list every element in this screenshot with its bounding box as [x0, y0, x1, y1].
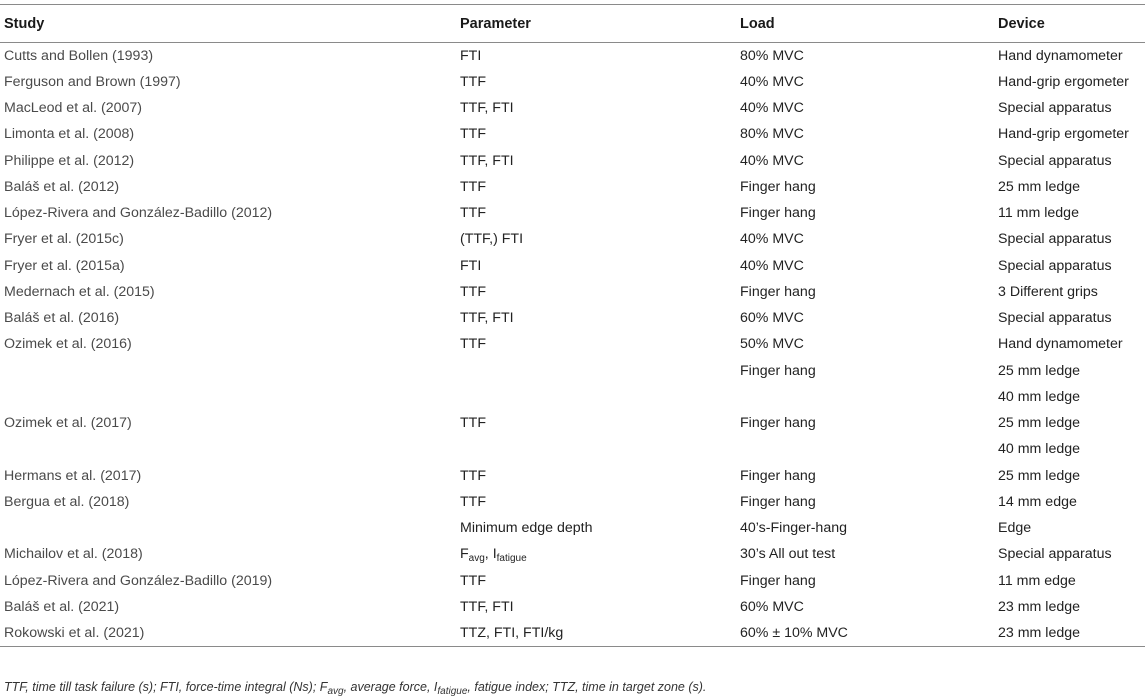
footnote-part2: , average force — [343, 680, 427, 694]
cell-parameter — [460, 436, 740, 462]
cell-device: 40 mm ledge — [998, 388, 1081, 405]
cell-device: Hand dynamometer — [998, 47, 1123, 64]
cell-parameter: TTZ, FTI, FTI/kg — [460, 620, 740, 646]
cell-load: 50% MVC — [740, 336, 804, 353]
cell-load: 30’s All out test — [740, 546, 836, 563]
param-i-sub: fatigue — [496, 553, 527, 565]
cell-parameter: TTF, FTI — [460, 598, 514, 615]
cell-load: Finger hang — [740, 467, 816, 484]
cell-study: Ozimek et al. (2016) — [4, 336, 132, 353]
cell-study: Limonta et al. (2008) — [4, 126, 135, 143]
table-row — [0, 410, 1145, 436]
table-body — [0, 43, 1145, 647]
table-row — [0, 384, 1145, 410]
cell-parameter: TTF — [460, 336, 486, 353]
cell-parameter — [460, 358, 740, 384]
footnote-part1: TTF, time till task failure (s); FTI, force-time integral (Ns); F — [4, 680, 328, 694]
cell-parameter: TTF — [460, 178, 486, 195]
cell-load: 40% MVC — [740, 231, 804, 248]
cell-study: Cutts and Bollen (1993) — [4, 47, 154, 64]
cell-device: Hand dynamometer — [998, 336, 1123, 353]
cell-load: Finger hang — [740, 415, 816, 432]
cell-device: Special apparatus — [998, 100, 1112, 117]
cell-parameter: TTF, FTI — [460, 310, 514, 327]
cell-parameter: (TTF,) FTI — [460, 231, 524, 248]
cell-device: Special apparatus — [998, 152, 1112, 169]
cell-load: 80% MVC — [740, 47, 804, 64]
cell-device: 25 mm ledge — [998, 415, 1081, 432]
cell-load: Finger hang — [740, 178, 816, 195]
table-row — [0, 69, 1145, 95]
cell-load: 40% MVC — [740, 100, 804, 117]
header-study: Study — [0, 5, 460, 43]
table-row — [0, 489, 1145, 515]
footnote-sub-fatigue: fatigue — [437, 686, 468, 697]
cell-device: 25 mm ledge — [998, 178, 1081, 195]
cell-load: Finger hang — [740, 283, 816, 300]
cell-parameter: TTF, FTI — [460, 100, 514, 117]
table-header-row — [0, 5, 1145, 43]
param-i: I — [492, 546, 497, 563]
cell-study — [0, 384, 460, 410]
footnote-sub-avg: avg — [327, 686, 344, 697]
cell-load: Finger hang — [740, 572, 816, 589]
cell-study: López-Rivera and González-Badillo (2012) — [4, 205, 273, 222]
cell-device: Special apparatus — [998, 231, 1112, 248]
cell-study: López-Rivera and González-Badillo (2019) — [4, 572, 273, 589]
cell-device: 11 mm edge — [998, 572, 1076, 589]
cell-parameter: TTF — [460, 415, 486, 432]
cell-study: Fryer et al. (2015c) — [4, 231, 124, 248]
header-parameter: Parameter — [460, 5, 740, 43]
cell-load — [740, 384, 998, 410]
cell-device: 14 mm edge — [998, 493, 1077, 510]
table-row — [0, 226, 1145, 252]
cell-load: Finger hang — [740, 205, 816, 222]
cell-device: 23 mm ledge — [998, 620, 1145, 646]
cell-device: Edge — [998, 520, 1032, 537]
param-sep: , — [484, 546, 493, 563]
cell-parameter: TTF — [460, 493, 486, 510]
table-row — [0, 463, 1145, 489]
table-row — [0, 331, 1145, 357]
cell-device: Special apparatus — [998, 546, 1112, 563]
header-load: Load — [740, 5, 998, 43]
cell-parameter: TTF — [460, 572, 486, 589]
table-row — [0, 305, 1145, 331]
cell-device: Special apparatus — [998, 257, 1112, 274]
header-device: Device — [998, 5, 1145, 43]
cell-study: Baláš et al. (2016) — [4, 310, 120, 327]
data-table-wrapper — [0, 4, 1145, 647]
table-row — [0, 174, 1145, 200]
cell-study: Bergua et al. (2018) — [4, 493, 130, 510]
cell-device: Hand-grip ergometer — [998, 126, 1129, 143]
cell-parameter: TTF — [460, 467, 486, 484]
cell-parameter: Minimum edge depth — [460, 520, 593, 537]
cell-study: Philippe et al. (2012) — [4, 152, 135, 169]
cell-device: 23 mm ledge — [998, 598, 1081, 615]
cell-parameter: FTI — [460, 257, 482, 274]
cell-device: 25 mm ledge — [998, 362, 1081, 379]
cell-load: 80% MVC — [740, 126, 804, 143]
cell-load: 40% MVC — [740, 152, 804, 169]
table-row — [0, 43, 1145, 69]
table-row — [0, 253, 1145, 279]
cell-load: 40% MVC — [740, 257, 804, 274]
cell-parameter — [460, 541, 740, 567]
cell-load: 40% MVC — [740, 73, 804, 90]
table-row — [0, 594, 1145, 620]
cell-load: 40’s-Finger-hang — [740, 520, 847, 537]
cell-device: 40 mm ledge — [998, 441, 1081, 458]
cell-study: Baláš et al. (2012) — [4, 178, 120, 195]
cell-study: Ozimek et al. (2017) — [4, 415, 132, 432]
cell-load — [740, 436, 998, 462]
table-row — [0, 121, 1145, 147]
table-row — [0, 148, 1145, 174]
table-row — [0, 358, 1145, 384]
cell-parameter: TTF — [460, 283, 486, 300]
table-row — [0, 541, 1145, 567]
param-f-sub: avg — [468, 553, 485, 565]
table-footnote — [4, 680, 707, 697]
cell-device: 11 mm ledge — [998, 205, 1079, 222]
cell-parameter — [460, 384, 740, 410]
table-row — [0, 95, 1145, 121]
cell-study: Baláš et al. (2021) — [4, 598, 120, 615]
cell-study: Rokowski et al. (2021) — [0, 620, 460, 646]
cell-device: 25 mm ledge — [998, 467, 1081, 484]
cell-study — [0, 358, 460, 384]
table-row — [0, 436, 1145, 462]
cell-study: Fryer et al. (2015a) — [4, 257, 125, 274]
cell-study: Medernach et al. (2015) — [4, 283, 155, 300]
cell-study — [0, 436, 460, 462]
cell-load: 60% MVC — [740, 310, 804, 327]
cell-load: 60% MVC — [740, 598, 804, 615]
cell-parameter: TTF — [460, 205, 486, 222]
table-row — [0, 620, 1145, 646]
table-row — [0, 515, 1145, 541]
cell-device: Hand-grip ergometer — [998, 73, 1129, 90]
cell-parameter: TTF, FTI — [460, 152, 514, 169]
cell-study — [0, 515, 460, 541]
footnote-part4: , fatigue index; TTZ, time in target zone (s). — [467, 680, 707, 694]
cell-parameter: TTF — [460, 126, 486, 143]
table-row — [0, 568, 1145, 594]
cell-study: MacLeod et al. (2007) — [4, 100, 143, 117]
studies-table — [0, 4, 1145, 647]
cell-study: Ferguson and Brown (1997) — [4, 73, 181, 90]
cell-parameter: TTF — [460, 73, 486, 90]
footnote-part3: , I — [426, 680, 438, 694]
param-f: F — [460, 546, 469, 563]
cell-study: Michailov et al. (2018) — [4, 546, 143, 563]
cell-load: 60% ± 10% MVC — [740, 620, 998, 646]
cell-device: 3 Different grips — [998, 283, 1098, 300]
cell-load: Finger hang — [740, 362, 816, 379]
cell-study: Hermans et al. (2017) — [4, 467, 142, 484]
table-row — [0, 200, 1145, 226]
table-row — [0, 279, 1145, 305]
cell-device: Special apparatus — [998, 310, 1112, 327]
cell-parameter: FTI — [460, 47, 482, 64]
cell-load: Finger hang — [740, 493, 816, 510]
